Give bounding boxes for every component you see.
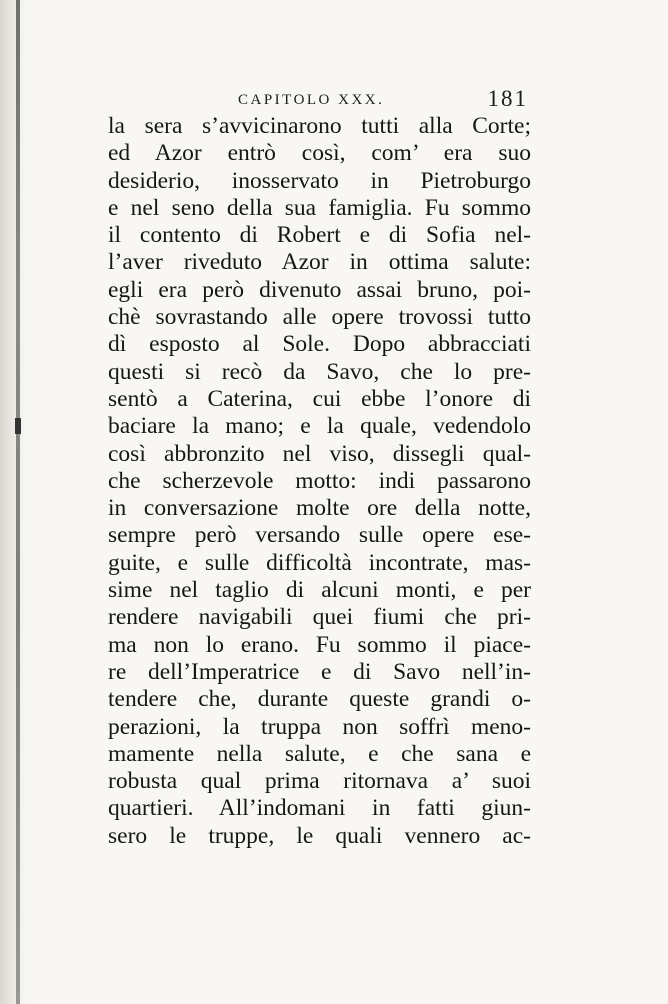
text-line: guite, e sulle difficoltà incontrate, mas- <box>108 549 531 576</box>
text-line: in conversazione molte ore della notte, <box>108 495 531 522</box>
text-line: tendere che, durante queste grandi o- <box>108 686 531 713</box>
text-line: baciare la mano; e la quale, vedendolo <box>108 413 531 440</box>
text-line: sero le truppe, le quali vennero ac- <box>108 822 531 849</box>
text-line: l’aver riveduto Azor in ottima salute: <box>108 249 531 276</box>
running-head: CAPITOLO XXX. <box>238 92 385 108</box>
text-line: chè sovrastando alle opere trovossi tutto <box>108 304 531 331</box>
text-line: e nel seno della sua famiglia. Fu sommo <box>108 194 531 221</box>
text-line: perazioni, la truppa non soffrì meno- <box>108 713 531 740</box>
body-text <box>108 113 531 850</box>
text-line: così abbronzito nel viso, dissegli qual- <box>108 440 531 467</box>
text-line: ed Azor entrò così, com’ era suo <box>108 140 531 167</box>
binding-mark <box>15 418 21 434</box>
page-number: 181 <box>487 86 528 111</box>
text-line: robusta qual prima ritornava a’ suoi <box>108 768 531 795</box>
text-line: mamente nella salute, e che sana e <box>108 740 531 767</box>
text-line: re dell’Imperatrice e di Savo nell’in- <box>108 658 531 685</box>
text-line: dì esposto al Sole. Dopo abbracciati <box>108 331 531 358</box>
text-line: egli era però divenuto assai bruno, poi- <box>108 276 531 303</box>
text-line: che scherzevole motto: indi passarono <box>108 467 531 494</box>
gutter-shadow <box>0 0 26 1004</box>
binding-edge <box>16 0 20 1004</box>
text-line: sempre però versando sulle opere ese- <box>108 522 531 549</box>
text-line: rendere navigabili quei fiumi che pri- <box>108 604 531 631</box>
text-line: quartieri. All’indomani in fatti giun- <box>108 795 531 822</box>
text-line: la sera s’avvicinarono tutti alla Corte; <box>108 113 531 139</box>
text-line: il contento di Robert e di Sofia nel- <box>108 222 531 249</box>
text-line: sentò a Caterina, cui ebbe l’onore di <box>108 385 531 412</box>
text-line: questi si recò da Savo, che lo pre- <box>108 358 531 385</box>
text-line: sime nel taglio di alcuni monti, e per <box>108 577 531 604</box>
text-line: ma non lo erano. Fu sommo il piace- <box>108 631 531 658</box>
page-header <box>108 88 528 114</box>
text-line: desiderio, inosservato in Pietroburgo <box>108 167 531 194</box>
